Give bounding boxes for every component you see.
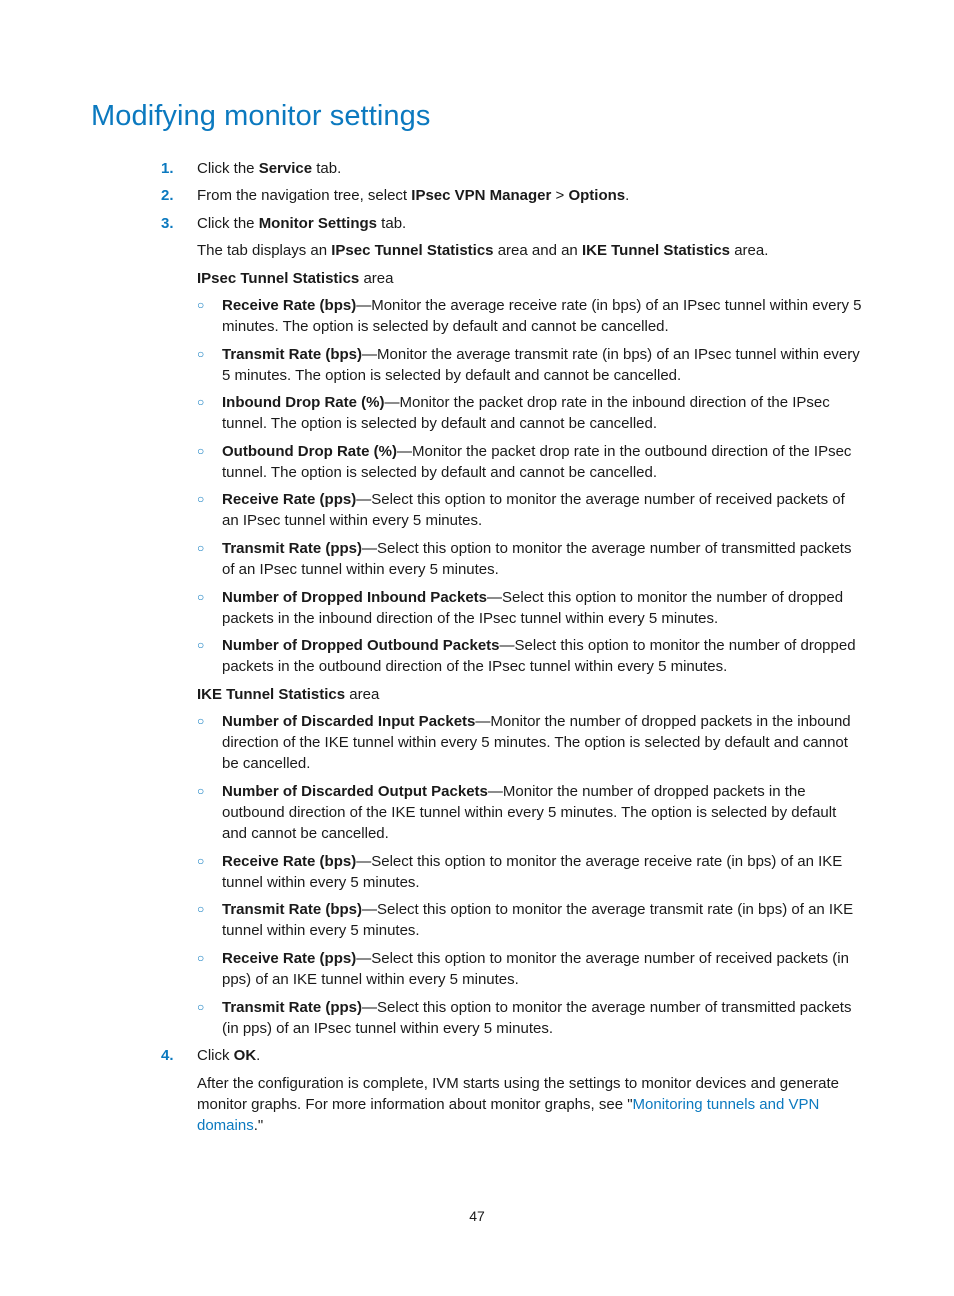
bullet-icon: ○ (197, 1000, 205, 1014)
ui-term: IKE Tunnel Statistics (581, 242, 731, 259)
bullet-icon: ○ (197, 298, 205, 312)
option-name: Number of Dropped Inbound Packets (222, 589, 488, 606)
option-description: —Select this option to monitor the average number of transmitted packets (in pps) of an IPsec tunnel within every 5 minutes. (222, 999, 852, 1037)
ui-term: IKE Tunnel Statistics (197, 686, 346, 703)
para-text: area and an (493, 242, 582, 259)
option-description: —Monitor the packet drop rate in the outbound direction of the IPsec tunnel. The option is selected by default and cannot be cancelled. (222, 443, 852, 481)
option-description: —Monitor the average receive rate (in bps) of an IPsec tunnel within every 5 minutes. The option is selected by default and cannot be cancelled. (222, 297, 862, 335)
ui-term: IPsec Tunnel Statistics (331, 242, 494, 259)
option-description: —Select this option to monitor the number of dropped packets in the inbound direction of the IPsec tunnel within every 5 minutes. (222, 589, 844, 627)
step-number: 2. (161, 187, 174, 204)
option-description: —Select this option to monitor the average number of received packets (in pps) of an IKE tunnel within every 5 minutes. (222, 950, 849, 988)
option-name: Outbound Drop Rate (%) (222, 443, 397, 460)
ui-term: IPsec VPN Manager (411, 187, 552, 204)
bullet-icon: ○ (197, 347, 205, 361)
bullet-icon: ○ (197, 854, 205, 868)
step-number: 1. (161, 160, 174, 177)
step-number: 4. (161, 1047, 174, 1064)
option-name: Receive Rate (pps) (222, 950, 357, 967)
ui-term: Monitor Settings (258, 215, 378, 232)
option-description: —Monitor the number of dropped packets in the inbound direction of the IKE tunnel within every 5 minutes. The option is selected by default and cannot be cancelled. (222, 713, 851, 772)
ui-term: OK (233, 1047, 257, 1064)
option-name: Receive Rate (pps) (222, 491, 357, 508)
para-text: area (359, 270, 394, 287)
after-configuration-paragraph (197, 1073, 865, 1136)
option-description: —Select this option to monitor the average number of transmitted packets of an IPsec tunnel within every 5 minutes. (222, 540, 852, 578)
option-description: —Select this option to monitor the average transmit rate (in bps) of an IKE tunnel within every 5 minutes. (222, 901, 854, 939)
option-name: Number of Discarded Output Packets (222, 783, 488, 800)
step-text: Click (197, 1047, 234, 1064)
step-text: tab. (312, 160, 342, 177)
bullet-icon: ○ (197, 902, 205, 916)
option-name: Receive Rate (bps) (222, 297, 357, 314)
monitoring-tunnels-link[interactable]: Monitoring tunnels and VPN domains (197, 1096, 820, 1134)
ui-term: Options (568, 187, 626, 204)
step-text: > (551, 187, 569, 204)
option-name: Inbound Drop Rate (%) (222, 394, 385, 411)
option-description: —Monitor the packet drop rate in the inbound direction of the IPsec tunnel. The option is selected by default and cannot be cancelled. (222, 394, 830, 432)
step-text: Click the (197, 215, 259, 232)
bullet-icon: ○ (197, 784, 205, 798)
bullet-icon: ○ (197, 714, 205, 728)
option-name: Transmit Rate (pps) (222, 540, 363, 557)
para-text: The tab displays an (197, 242, 332, 259)
option-name: Transmit Rate (bps) (222, 346, 363, 363)
step-text: tab. (377, 215, 407, 232)
bullet-icon: ○ (197, 541, 205, 555)
option-description: —Select this option to monitor the average number of received packets of an IPsec tunnel within every 5 minutes. (222, 491, 845, 529)
option-name: Transmit Rate (bps) (222, 901, 363, 918)
step-text: From the navigation tree, select (197, 187, 412, 204)
bullet-icon: ○ (197, 638, 205, 652)
ipsec-section-heading (197, 268, 865, 289)
bullet-icon: ○ (197, 951, 205, 965)
option-name: Number of Discarded Input Packets (222, 713, 476, 730)
ui-term: Service (258, 160, 313, 177)
page-number: 47 (469, 1208, 485, 1224)
option-name: Receive Rate (bps) (222, 853, 357, 870)
step-text: . (256, 1047, 261, 1064)
step-text: Click the (197, 160, 259, 177)
option-description: —Monitor the average transmit rate (in bps) of an IPsec tunnel within every 5 minutes. The option is selected by default and cannot be cancelled. (222, 346, 860, 384)
option-description: —Select this option to monitor the average receive rate (in bps) of an IKE tunnel within every 5 minutes. (222, 853, 843, 891)
step-number: 3. (161, 215, 174, 232)
ike-section-heading (197, 684, 865, 705)
page-title: Modifying monitor settings (91, 100, 431, 132)
ui-term: IPsec Tunnel Statistics (197, 270, 360, 287)
para-text: area (345, 686, 380, 703)
bullet-icon: ○ (197, 590, 205, 604)
para-text: area. (730, 242, 769, 259)
option-name: Number of Dropped Outbound Packets (222, 637, 500, 654)
option-description: —Monitor the number of dropped packets in the outbound direction of the IKE tunnel within every 5 minutes. The option is selected by default and cannot be cancelled. (222, 783, 837, 842)
para-text: ." (253, 1117, 264, 1134)
bullet-icon: ○ (197, 395, 205, 409)
option-description: —Select this option to monitor the number of dropped packets in the outbound direction of the IPsec tunnel within every 5 minutes. (222, 637, 856, 675)
bullet-icon: ○ (197, 444, 205, 458)
option-name: Transmit Rate (pps) (222, 999, 363, 1016)
tab-description (197, 240, 865, 261)
step-text: . (625, 187, 630, 204)
bullet-icon: ○ (197, 492, 205, 506)
para-text: After the configuration is complete, IVM starts using the settings to monitor devices and generate monitor graphs. For more information about monitor graphs, see " (197, 1075, 840, 1113)
